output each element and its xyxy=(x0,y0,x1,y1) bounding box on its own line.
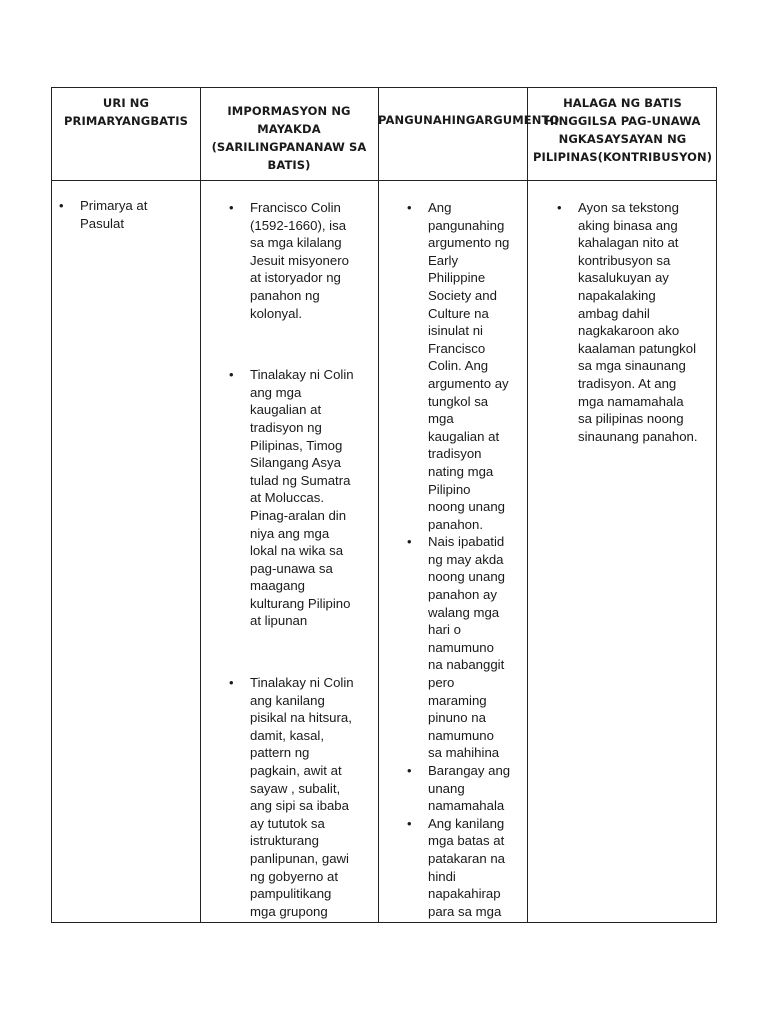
bullet-text-line: pangunahing xyxy=(428,217,505,233)
bullet-text-line: tradisyon ng xyxy=(250,419,322,435)
bullet-text-line: ng gobyerno at xyxy=(250,868,338,884)
bullet-text-line: • Primarya at xyxy=(80,198,148,213)
bullet-text-line: ang mga xyxy=(250,384,302,400)
bullet-text-line: panahon ng xyxy=(250,287,320,303)
bullet-text-line: pagkain, awit at xyxy=(250,763,342,779)
bullet-text-line: Jesuit misyonero xyxy=(250,252,349,268)
bullet-text-line: sa mga sinaunang xyxy=(578,358,686,374)
column-impormasyon-ng-may-akda xyxy=(226,199,376,920)
bullet-text-line: Pilipinas, Timog xyxy=(250,437,343,453)
bullet-text-line: napakalaking xyxy=(578,287,656,303)
bullet-text-line: tungkol sa xyxy=(428,393,489,409)
bullet-text-line: nagkakaroon ako xyxy=(578,323,680,339)
column-divider xyxy=(527,88,528,922)
bullet-text-line: sa pilipinas noong xyxy=(578,411,684,427)
column-uri-ng-batis xyxy=(56,197,196,232)
bullet-text-line: mga grupong xyxy=(250,903,328,919)
header-text-line: PANANAW SA BATIS) xyxy=(267,140,367,172)
header-pangunahing-argumento xyxy=(378,111,560,129)
bullet-text-line: panahon ay xyxy=(428,587,497,603)
bullet-text-line: kaalaman patungkol xyxy=(578,340,697,356)
bullet-text-line: pattern ng xyxy=(250,745,310,761)
bullet-text-line: • Tinalakay ni Colin xyxy=(250,675,354,691)
bullet-text-line: unang xyxy=(428,780,465,796)
column-pangunahing-argumento xyxy=(404,199,526,920)
bullet-text-line: • Barangay ang xyxy=(428,763,511,778)
bullet-text-line: at Moluccas. xyxy=(250,490,325,506)
bullet-text-line: • Nais ipabatid xyxy=(428,534,505,550)
bullet-item xyxy=(226,674,376,920)
bullet-text-line: argumento ay xyxy=(428,375,509,391)
column-divider xyxy=(378,88,379,922)
bullet-text-line: walang mga xyxy=(428,604,500,620)
bullet-text-line: pampulitikang xyxy=(250,886,332,902)
header-text-line: BATIS xyxy=(150,114,188,128)
bullet-text-line: at lipunan xyxy=(250,613,308,629)
bullet-text-line: Colin. Ang xyxy=(428,358,489,374)
bullet-text-line: nating mga xyxy=(428,463,494,479)
bullet-text-line: pero xyxy=(428,675,455,691)
bullet-text-line: panahon. xyxy=(428,516,484,532)
bullet-text-line: kahalagan nito at xyxy=(578,235,679,251)
bullet-text-line: kaugalian at xyxy=(428,428,500,444)
bullet-text-line: sayaw , subalit, xyxy=(250,780,341,796)
bullet-item xyxy=(56,197,196,232)
header-uri-ng-primaryang-batis xyxy=(52,94,200,130)
bullet-text-line: namumuno xyxy=(428,639,494,655)
bullet-text-line: argumento ng xyxy=(428,235,510,251)
bullet-text-line: at istoryador ng xyxy=(250,270,341,286)
bullet-text-line: namumuno xyxy=(428,727,494,743)
bullet-text-line: sa mahihina xyxy=(428,745,500,761)
bullet-text-line: tulad ng Sumatra xyxy=(250,472,351,488)
bullet-text-line: • Ang kanilang xyxy=(428,815,505,831)
bullet-item xyxy=(226,199,376,322)
bullet-text-line: istrukturang xyxy=(250,833,319,849)
bullet-text-line: maraming xyxy=(428,692,487,708)
bullet-text-line: pisikal na hitsura, xyxy=(250,710,352,726)
bullet-text-line: sa mga kilalang xyxy=(250,235,342,251)
bullet-text-line: Philippine xyxy=(428,270,486,286)
bullet-text-line: ang sipi sa ibaba xyxy=(250,798,349,814)
header-text-line: KASAYSAYAN NG PILIPINAS xyxy=(532,132,687,164)
bullet-item xyxy=(226,366,376,630)
bullet-text-line: noong unang xyxy=(428,499,506,515)
bullet-text-line: na nabanggit xyxy=(428,657,505,673)
bullet-text-line: • Tinalakay ni Colin xyxy=(250,367,354,383)
bullet-text-line: (1592-1660), isa xyxy=(250,217,347,233)
bullet-text-line: mga batas at xyxy=(428,833,505,849)
bullet-text-line: Silangang Asya xyxy=(250,455,341,471)
header-text-line: ARGUMENTO xyxy=(475,113,560,127)
bullet-text-line: pag-unawa sa xyxy=(250,560,333,576)
bullet-text-line: hari o xyxy=(428,622,461,638)
bullet-text-line: ay tututok sa xyxy=(250,815,325,831)
bullet-text-line: tradisyon xyxy=(428,446,482,462)
bullet-item xyxy=(404,762,526,815)
bullet-text-line: mga namamahala xyxy=(578,393,684,409)
bullet-text-line: Society and xyxy=(428,287,497,303)
bullet-text-line: maagang xyxy=(250,578,305,594)
bullet-text-line: Early xyxy=(428,252,459,268)
bullet-text-line: panlipunan, gawi xyxy=(250,851,349,866)
bullet-item xyxy=(404,199,526,533)
bullet-list xyxy=(56,197,196,232)
header-text-line: URI NG PRIMARYANG xyxy=(63,96,151,128)
bullet-list xyxy=(404,199,526,920)
bullet-text-line: namamahala xyxy=(428,798,505,814)
bullet-text-line: kolonyal. xyxy=(250,305,303,321)
bullet-text-line: isinulat ni xyxy=(428,323,483,339)
bullet-item xyxy=(404,815,526,921)
bullet-list xyxy=(554,199,716,445)
header-text-line: PANGUNAHING xyxy=(378,113,476,127)
bullet-text-line: kasalukuyan ay xyxy=(578,270,669,286)
bullet-text-line: niya ang mga xyxy=(250,525,330,541)
header-halaga-ng-batis xyxy=(527,94,718,166)
bullet-text-line: Francisco xyxy=(428,340,486,356)
bullet-text-line: napakahirap xyxy=(428,886,501,902)
source-analysis-table xyxy=(51,87,717,923)
header-text-line: IMPORMASYON NG MAY xyxy=(227,104,351,136)
bullet-text-line: • Ang xyxy=(428,200,452,215)
bullet-text-line: aking binasa ang xyxy=(578,217,678,233)
bullet-text-line: Pilipino xyxy=(428,481,471,497)
bullet-item xyxy=(554,199,716,445)
bullet-text-line: Culture na xyxy=(428,305,489,321)
bullet-text-line: patakaran na xyxy=(428,850,505,866)
bullet-text-line: pinuno na xyxy=(428,710,486,726)
bullet-text-line: para sa mga xyxy=(428,903,502,919)
header-text-line: AKDA (SARILING xyxy=(211,122,321,154)
bullet-text-line: Pasulat xyxy=(80,215,124,231)
bullet-list xyxy=(226,199,376,920)
header-text-line: HALAGA NG BATIS HINGGIL xyxy=(544,96,682,128)
header-divider xyxy=(52,180,716,181)
bullet-text-line: kontribusyon sa xyxy=(578,252,671,268)
bullet-text-line: • Ayon sa tekstong xyxy=(578,200,679,215)
bullet-text-line: ambag dahil xyxy=(578,305,650,321)
bullet-text-line: mga xyxy=(428,411,454,427)
column-halaga-ng-batis xyxy=(554,199,716,445)
bullet-text-line: ang kanilang xyxy=(250,692,325,708)
header-text-line: (KONTRIBUSYON) xyxy=(597,150,713,164)
bullet-text-line: sinaunang panahon. xyxy=(578,428,698,444)
header-text-line: SA PAG-UNAWA NG xyxy=(558,114,701,146)
bullet-text-line: damit, kasal, xyxy=(250,727,325,743)
bullet-text-line: kulturang Pilipino xyxy=(250,595,351,611)
header-impormasyon-ng-may-akda xyxy=(200,102,378,174)
bullet-text-line: noong unang xyxy=(428,569,506,585)
bullet-text-line: • Francisco Colin xyxy=(250,200,341,215)
bullet-text-line: hindi xyxy=(428,868,456,884)
bullet-text-line: Pinag-aralan din xyxy=(250,507,347,523)
column-divider xyxy=(200,88,201,922)
bullet-text-line: kaugalian at xyxy=(250,402,322,418)
bullet-text-line: tradisyon. At ang xyxy=(578,375,677,391)
bullet-text-line: ng may akda xyxy=(428,551,504,567)
bullet-text-line: lokal na wika sa xyxy=(250,543,344,559)
bullet-item xyxy=(404,533,526,762)
